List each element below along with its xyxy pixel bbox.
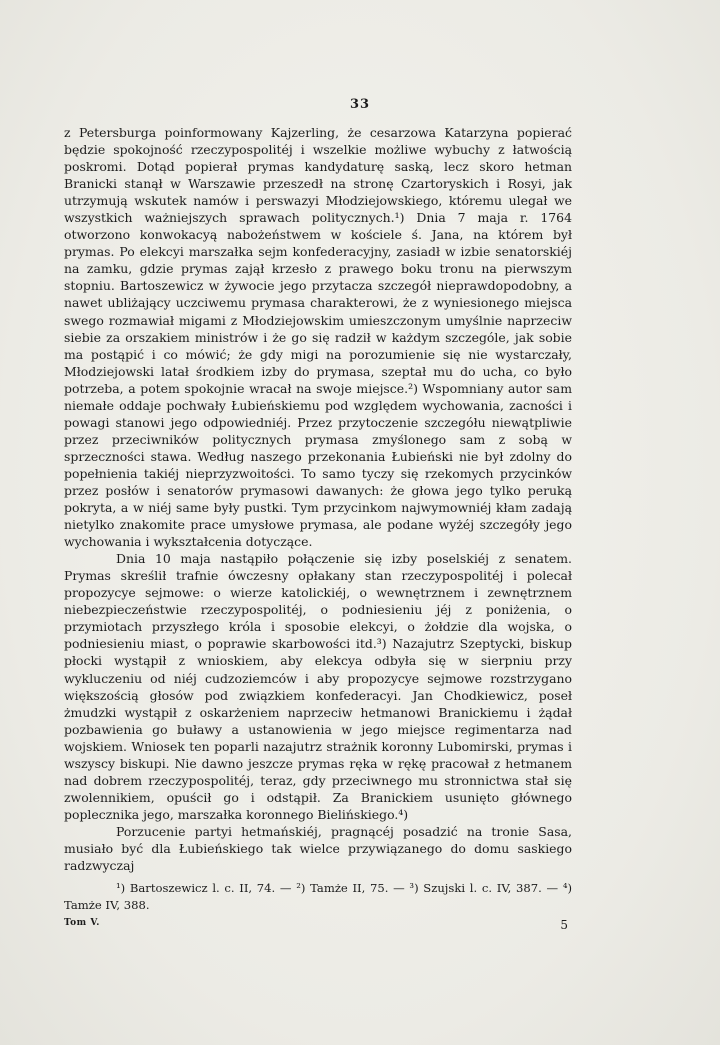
sheet-signature: 5 (560, 918, 568, 932)
footnotes (64, 880, 572, 913)
volume-signature: Tom V. (64, 918, 100, 928)
footnote-text: ¹) Bartoszewicz l. c. II, 74. — ²) Tamże II, 75. — ³) Szujski l. c. IV, 387. — ⁴) Tamże IV, 388. (64, 881, 572, 912)
main-text (64, 124, 572, 874)
page-number: 33 (349, 97, 371, 112)
paragraph: Porzucenie partyi hetmańskiéj, pragnącéj posadzić na tronie Sasa, musiało być dla Łubieńskiego tak wielce przywiązanego do domu saskiego radzwyczaj (64, 823, 572, 874)
paragraph: Dnia 10 maja nastąpiło połączenie się izby poselskiéj z senatem. Prymas skreślił trafnie ówczesny opłakany stan rzeczypospolitéj i polecał propozycye sejmowe: o wierze katolickiéj, o wewnętrznem i zewnętrznem niebezpieczeństwie rzeczypospolitéj, o podniesieniu jéj z poniżenia, o przymiotach przyszłego króla i sposobie elekcyi, o żołdzie dla wojska, o podniesieniu miast, o poprawie skarbowości itd.³) Nazajutrz Szeptycki, biskup płocki wystąpił z wnioskiem, aby elekcya odbyła się w sierpniu przy wykluczeniu od niéj cudzoziemców i aby propozycye sejmowe rozstrzygano większością głosów pod związkiem konfederacyi. Jan Chodkiewicz, poseł żmudzki wystąpił z oskarżeniem naprzeciw hetmanowi Branickiemu i żądał pozbawienia go buławy a ustanowienia w jego miejsce regimentarza nad wojskiem. Wniosek ten poparli nazajutrz strażnik koronny Lubomirski, prymas i wszyscy biskupi. Nie dawno jeszcze prymas ręka w rękę pracował z hetmanem nad dobrem rzeczypospolitéj, teraz, gdy przeciwnego mu stronnictwa stał się zwolennikiem, opuścił go i odstąpił. Za Branickiem usunięto głównego poplecznika jego, marszałka koronnego Bielińskiego.⁴) (64, 551, 572, 822)
paragraph: z Petersburga poinformowany Kajzerling, że cesarzowa Katarzyna popierać będzie spokojność rzeczypospolitéj i wszelkie możliwe wybuchy z łatwością poskromi. Dotąd popierał prymas kandydaturę saską, lecz skoro hetman Branicki stanął w Warszawie przeszedł na stronę Czartoryskich i Rosyi, jak utrzymują wskutek namów i perswazyi Młodziejowskiego, któremu ulegał we wszystkich ważniejszych sprawach politycznych.¹) Dnia 7 maja r. 1764 otworzono konwokacyą nabożeństwem w kościele ś. Jana, na którem był prymas. Po elekcyi marszałka sejm konfederacyjny, zasiadł w izbie senatorskiéj na zamku, gdzie prymas zajął krzesło z prawego boku tronu na pierwszym stopniu. Bartoszewicz w żywocie jego przytacza szczegół nieprawdopodobny, a nawet ubliżający uczciwemu prymasa charakterowi, że z wyniesionego miejsca swego rozmawiał migami z Młodziejowskim umieszczonym umyślnie naprzeciw siebie za orszakiem ministrów i że go się radził w każdym szczególe, jak sobie ma postąpić i co mówić; że gdy migi na porozumienie się nie wystarczały, Młodziejowski latał środkiem izby do prymasa, szeptał mu do ucha, co było potrzeba, a potem spokojnie wracał na swoje miejsce.²) Wspomniany autor sam niemałe oddaje pochwały Łubieńskiemu pod względem wychowania, zacności i powagi stanowi jego odpowiedniéj. Przez przytoczenie szczegółu niewątpliwie przez przeciwników politycznych prymasa zmyślonego sam z sobą w sprzeczności stawa. Według naszego przekonania Łubieński nie był zdolny do popełnienia takiéj nieprzyzwoitości. To samo tyczy się rzekomych przycinków przez posłów i senatorów prymasowi dawanych: że głowa jego tylko peruką pokryta, a w niéj same były pustki. Tym przycinkom najwymowniéj kłam zadają nietylko znakomite prace umysłowe prymasa, ale podane wyżéj szczegóły jego wychowania i wykształcenia dotyczące. (64, 125, 572, 550)
signature-line (64, 918, 572, 932)
